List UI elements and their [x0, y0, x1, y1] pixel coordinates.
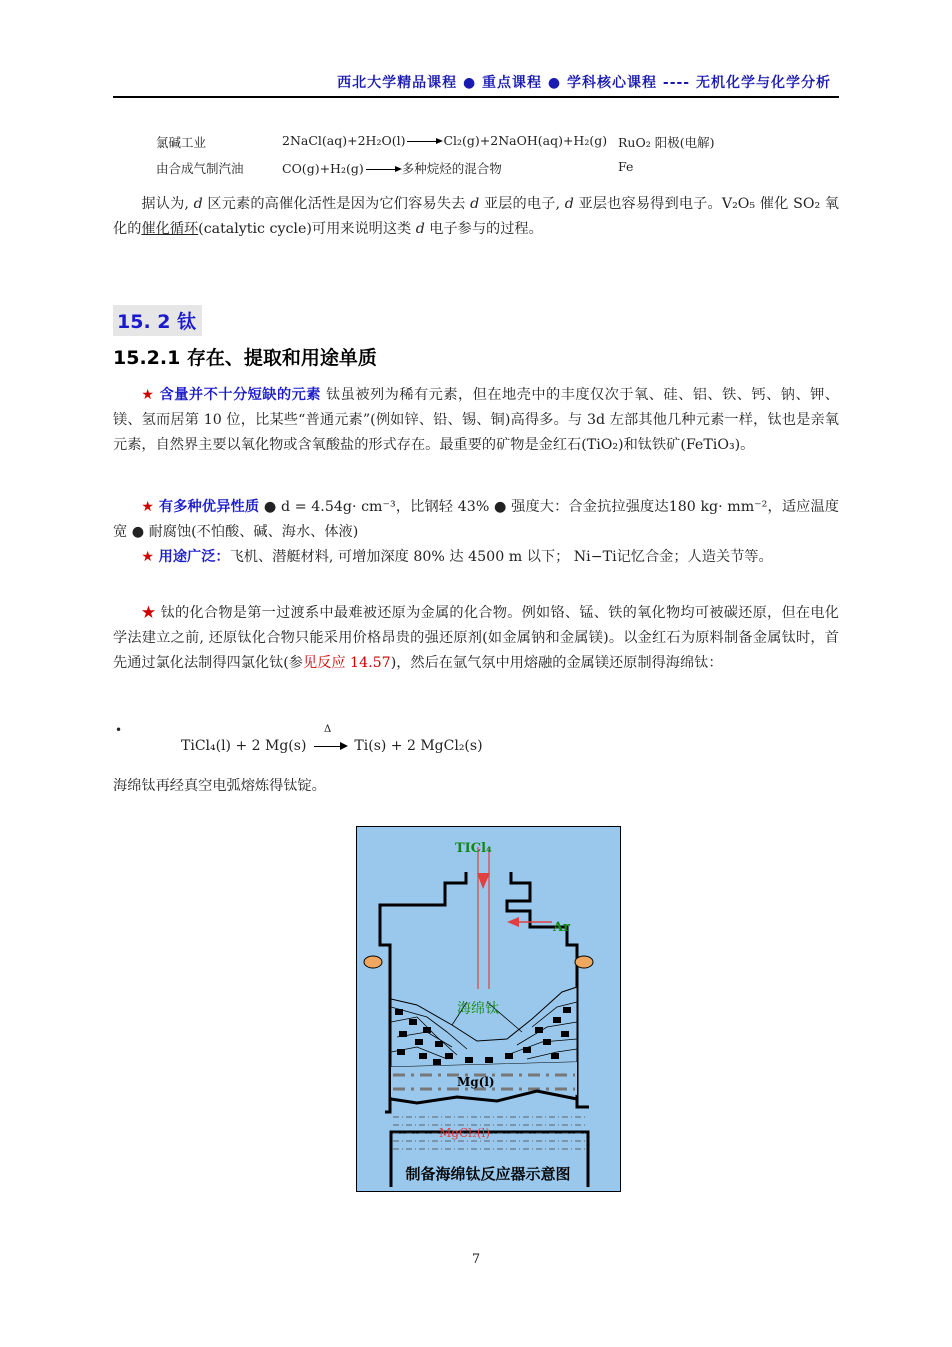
table-cell: CO(g)+H₂(g) 多种烷烃的混合物 [282, 161, 502, 176]
table-cell: 氯碱工业 [156, 135, 207, 150]
sponge-titanium-label: 海绵钛 [457, 1001, 499, 1017]
ticl4-label: TICl₄ [455, 841, 492, 856]
reduction-equation: TiCl₄(l) + 2 Mg(s) Ti(s) + 2 MgCl₂(s) Δ [181, 724, 483, 754]
table-cell: 2NaCl(aq)+2H₂O(l) Cl₂(g)+2NaOH(aq)+H₂(g) [282, 133, 608, 148]
page-number: 7 [471, 1252, 481, 1267]
catalytic-cycle-link[interactable]: 催化循环 [141, 221, 199, 237]
ar-label: Ar [553, 920, 570, 935]
heat-condition: Δ [324, 724, 332, 735]
paragraph-properties: ★ 有多种优异性质 ● d = 4.54g· cm⁻³，比钢轻 43% ● 强度大：合金抗拉强度达180 kg· mm⁻²，适应温度宽 ● 耐腐蚀(不怕酸、碱、海水、体液) [113, 499, 839, 540]
paragraph-uses: ★ 用途广泛：飞机、潜艇材料, 可增加深度 80% 达 4500 m 以下； Ni−Ti记忆合金；人造关节等。 [141, 549, 773, 565]
star-icon: ★ [141, 387, 155, 403]
intro-paragraph: 据认为, d 区元素的高催化活性是因为它们容易失去 d 亚层的电子, d 亚层也容易得到电子。V₂O₅ 催化 SO₂ 氧化的催化循环(catalytic cycle)可用来说明这类 d 电子参与的过程。 [113, 196, 839, 237]
arrow-icon [366, 169, 400, 170]
table-cell: 由合成气制汽油 [156, 161, 244, 176]
figure-caption: 制备海绵钛反应器示意图 [405, 1165, 571, 1183]
star-icon: ★ [141, 605, 156, 621]
sponge-titanium-mass [391, 987, 577, 1067]
header-text: 西北大学精品课程 ● 重点课程 ● 学科核心课程 ---- 无机化学与化学分析 [337, 75, 831, 91]
table-cell: RuO₂ 阳极(电解) [618, 135, 715, 150]
section-title: 15. 2 钛 [113, 305, 202, 336]
flange-left [364, 956, 382, 968]
star-icon: ★ [141, 499, 155, 515]
left-arrow-icon [507, 917, 519, 927]
down-arrow-icon [477, 873, 490, 889]
bullet-mark: • [115, 723, 123, 737]
catalyst-table [0, 0, 952, 190]
arrow-icon [314, 746, 346, 747]
table-cell: Fe [618, 159, 634, 174]
subsection-title: 15.2.1 存在、提取和用途单质 [113, 347, 377, 369]
mg-liquid-label: Mg(l) [457, 1075, 495, 1089]
paragraph-reduction: ★ 钛的化合物是第一过渡系中最难被还原为金属的化合物。例如铬、锰、铁的氧化物均可被碳还原，但在电化学法建立之前, 还原钛化合物只能采用价格昂贵的强还原剂(如金属钠和金属镁)。以金红石为原料制备金属钛时，首先通过氯化法制得四氯化钛(参见反应 14.57)，然后在氩气氛中用熔融的金属镁还原制得海绵钛： [113, 605, 839, 671]
mgcl2-liquid-label: MgCl₂(l) [439, 1126, 490, 1140]
reactor-diagram [357, 827, 620, 1191]
flange-right [575, 956, 593, 968]
reaction-reference-link[interactable]: 见反应 14.57 [302, 655, 391, 671]
arrow-icon [407, 141, 441, 142]
after-equation-text: 海绵钛再经真空电弧熔炼得钛锭。 [113, 778, 326, 794]
reactor-figure [356, 826, 621, 1192]
paragraph-abundance: ★ 含量并不十分短缺的元素 钛虽被列为稀有元素，但在地壳中的丰度仅次于氧、硅、铝、铁、钙、钠、钾、镁、氢而居第 10 位，比某些“普通元素”(例如锌、铅、锡、铜)高得多。与 3d 左部其他几种元素一样，钛也是亲氧元素，自然界主要以氧化物或含氧酸盐的形式存在。最重要的矿物是金红石(TiO₂)和钛铁矿(FeTiO₃)。 [113, 387, 839, 453]
star-icon: ★ [141, 549, 155, 565]
